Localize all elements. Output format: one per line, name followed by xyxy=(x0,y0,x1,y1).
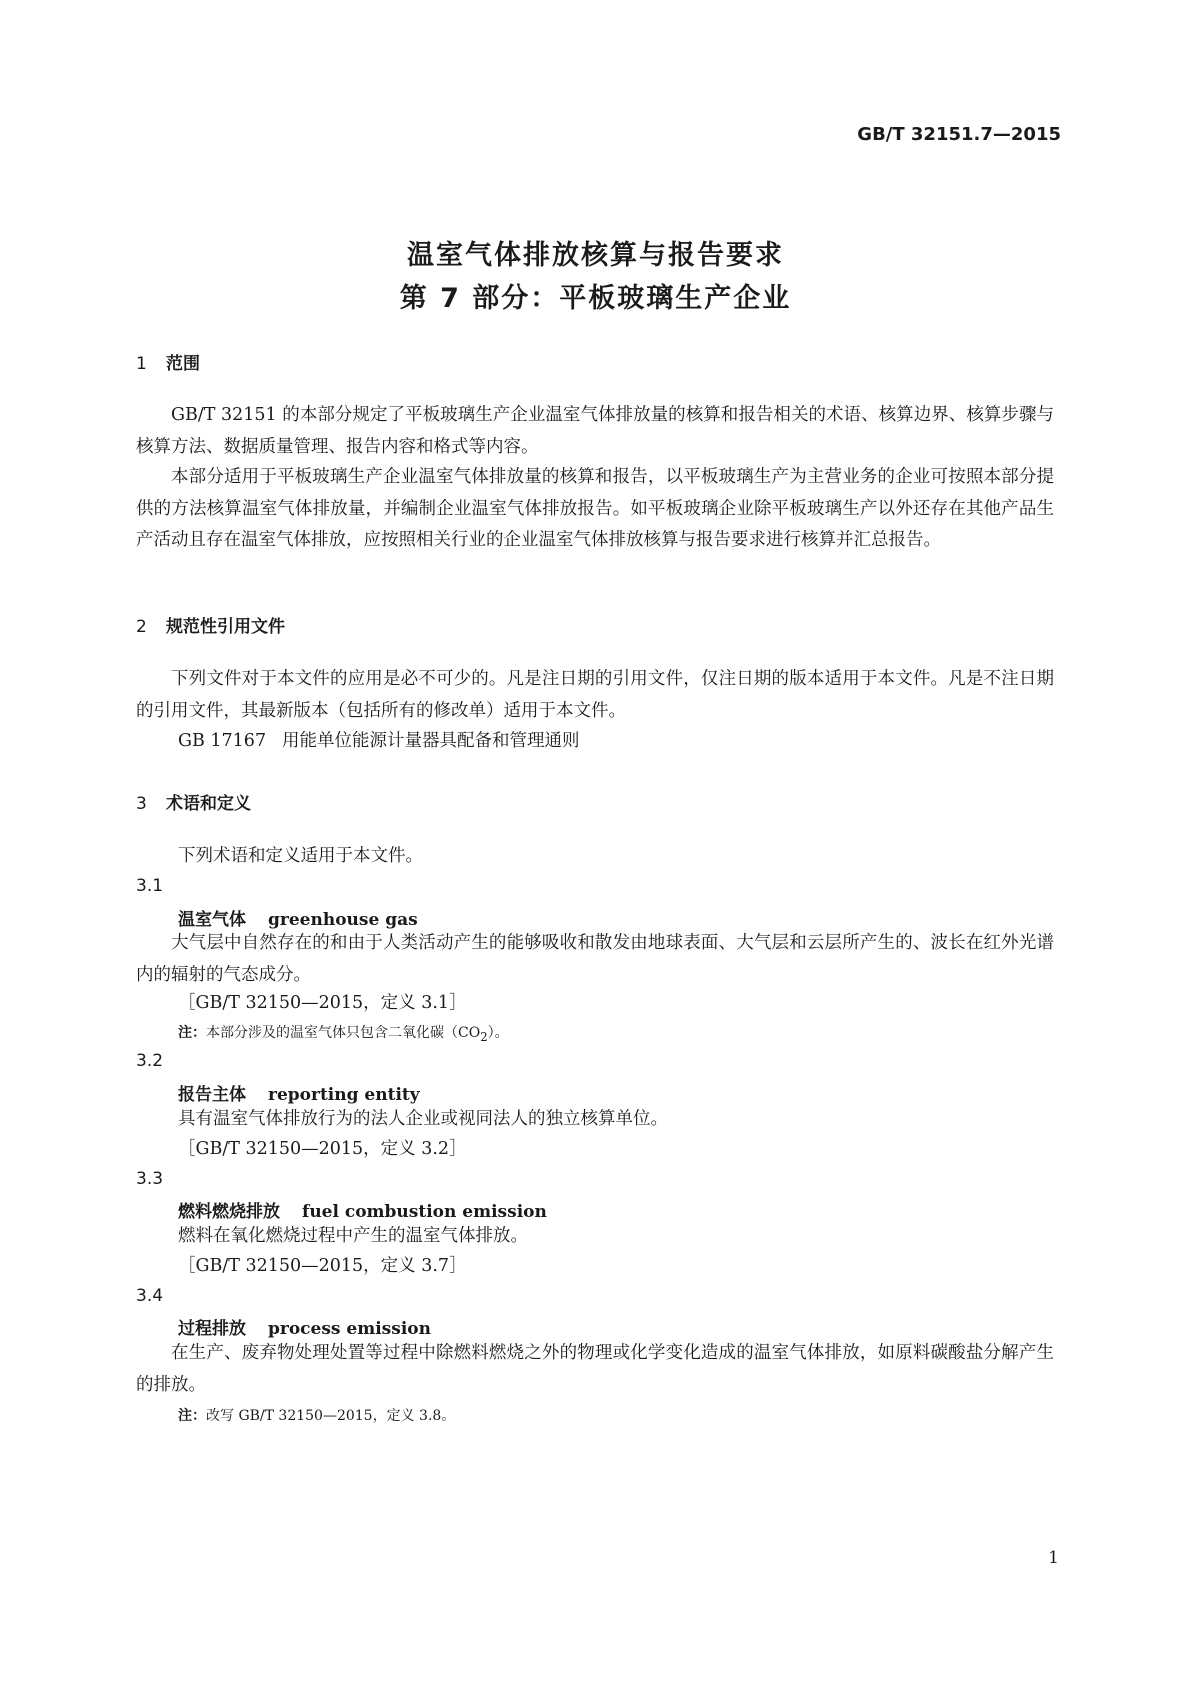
section-title: 术语和定义 xyxy=(166,794,251,814)
scope-paragraph-1: GB/T 32151 的本部分规定了平板玻璃生产企业温室气体排放量的核算和报告相关的术语、核算边界、核算步骤与核算方法、数据质量管理、报告内容和格式等内容。 xyxy=(136,405,1054,457)
term-note xyxy=(178,1405,455,1425)
term-note xyxy=(178,1022,509,1044)
clause-number: 3.2 xyxy=(136,1051,164,1071)
document-subtitle: 第 7 部分：平板玻璃生产企业 xyxy=(399,283,792,314)
term-zh: 过程排放 xyxy=(178,1319,246,1339)
reference-entry xyxy=(178,726,580,758)
term-definition: 具有温室气体排放行为的法人企业或视同法人的独立核算单位。 xyxy=(178,1109,668,1129)
term-definition: 燃料在氧化燃烧过程中产生的温室气体排放。 xyxy=(178,1226,528,1246)
term-definition: 大气层中自然存在的和由于人类活动产生的能够吸收和散发由地球表面、大气层和云层所产生的、波长在红外光谱内的辐射的气态成分。 xyxy=(136,933,1054,985)
term-zh: 燃料燃烧排放 xyxy=(178,1202,280,1222)
clause-number: 3.3 xyxy=(136,1169,164,1189)
term-en: reporting entity xyxy=(268,1085,420,1105)
term-definition: 在生产、废弃物处理处置等过程中除燃料燃烧之外的物理或化学变化造成的温室气体排放，如原料碳酸盐分解产生的排放。 xyxy=(136,1343,1054,1395)
note-text: 本部分涉及的温室气体只包含二氧化碳（CO xyxy=(206,1025,481,1041)
section-heading-scope xyxy=(136,349,200,374)
clause-number: 3.1 xyxy=(136,876,164,896)
standard-number: GB/T 32151.7—2015 xyxy=(857,124,1061,145)
section-title: 规范性引用文件 xyxy=(166,617,285,637)
section-heading-terms xyxy=(136,789,251,814)
term-en: greenhouse gas xyxy=(268,910,418,930)
reference-code: GB 17167 xyxy=(178,731,267,751)
note-tail: ）。 xyxy=(487,1025,509,1041)
term-source: ［GB/T 32150—2015，定义 3.1］ xyxy=(178,993,467,1013)
term-greenhouse-gas xyxy=(178,905,418,930)
section-title: 范围 xyxy=(166,354,200,374)
scope-paragraph-2: 本部分适用于平板玻璃生产企业温室气体排放量的核算和报告，以平板玻璃生产为主营业务的企业可按照本部分提供的方法核算温室气体排放量，并编制企业温室气体排放报告。如平板玻璃企业除平板玻璃生产以外还存在其他产品生产活动且存在温室气体排放，应按照相关行业的企业温室气体排放核算与报告要求进行核算并汇总报告。 xyxy=(136,467,1054,550)
term-process-emission xyxy=(178,1314,431,1339)
term-zh: 报告主体 xyxy=(178,1085,246,1105)
term-fuel-combustion-emission xyxy=(178,1197,547,1222)
note-label: 注： xyxy=(178,1025,206,1041)
note-subscript: 2 xyxy=(480,1029,488,1044)
reference-title: 用能单位能源计量器具配备和管理通则 xyxy=(282,731,580,751)
section-heading-normative-references xyxy=(136,612,285,637)
page-number: 1 xyxy=(1048,1548,1059,1568)
note-label: 注： xyxy=(178,1408,206,1424)
section-number: 3 xyxy=(136,794,147,814)
term-source: ［GB/T 32150—2015，定义 3.2］ xyxy=(178,1139,467,1159)
clause-number: 3.4 xyxy=(136,1286,164,1306)
term-zh: 温室气体 xyxy=(178,910,246,930)
term-en: process emission xyxy=(268,1319,431,1339)
note-text: 改写 GB/T 32150—2015，定义 3.8。 xyxy=(206,1408,456,1424)
document-title: 温室气体排放核算与报告要求 xyxy=(407,240,784,271)
section-number: 2 xyxy=(136,617,147,637)
terms-intro: 下列术语和定义适用于本文件。 xyxy=(178,846,423,866)
section-number: 1 xyxy=(136,354,147,374)
term-reporting-entity xyxy=(178,1080,420,1105)
term-source: ［GB/T 32150—2015，定义 3.7］ xyxy=(178,1256,467,1276)
references-paragraph: 下列文件对于本文件的应用是必不可少的。凡是注日期的引用文件，仅注日期的版本适用于本文件。凡是不注日期的引用文件，其最新版本（包括所有的修改单）适用于本文件。 xyxy=(136,669,1054,721)
term-en: fuel combustion emission xyxy=(302,1202,547,1222)
